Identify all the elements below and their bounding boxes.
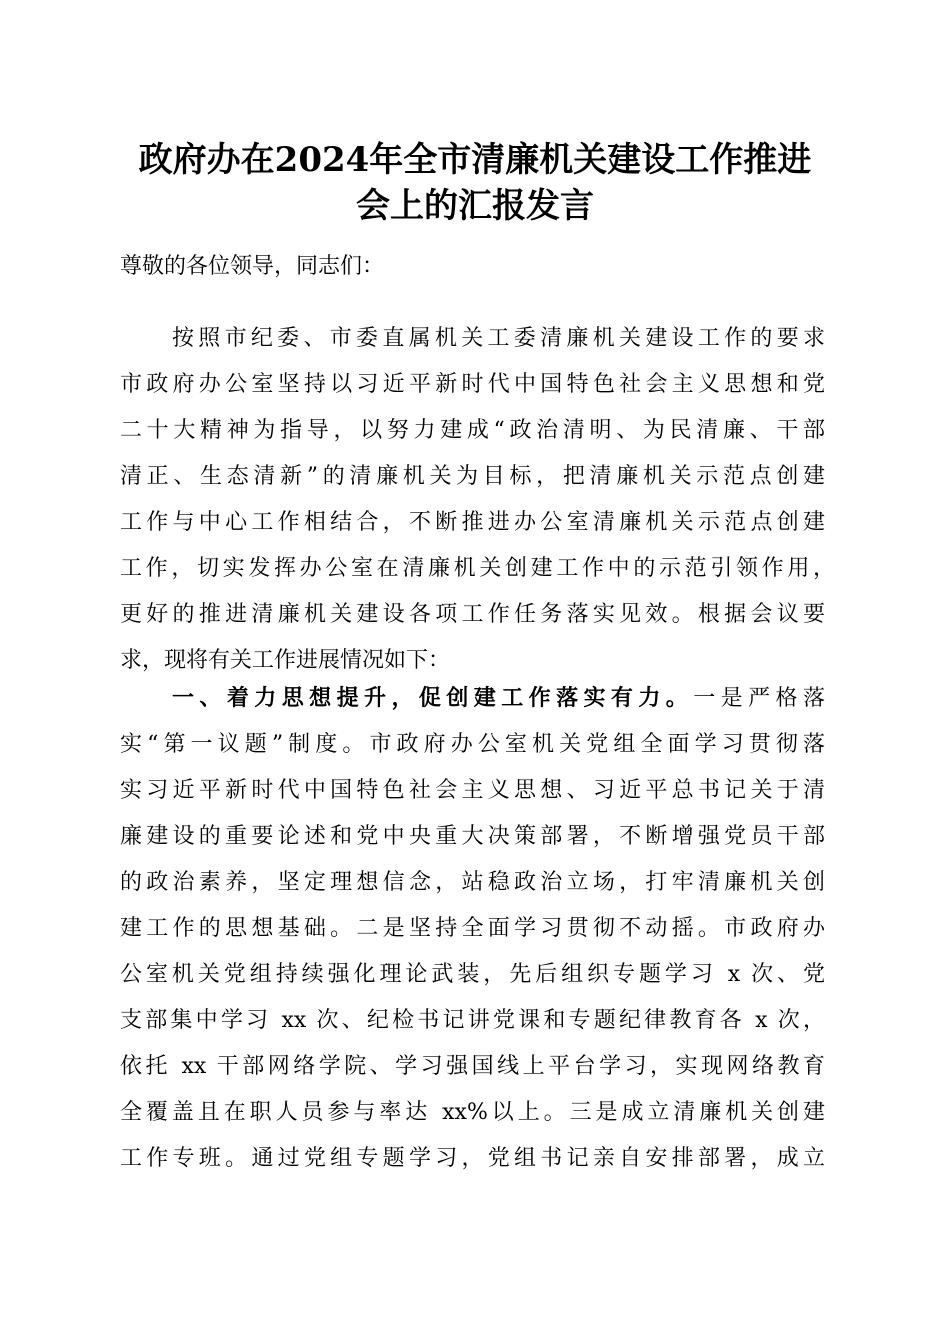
section-1-line: 的政治素养，坚定理想信念，站稳政治立场，打牢清廉机关创	[120, 870, 825, 895]
section-1-line: 廉建设的重要论述和党中央重大决策部署，不断增强党员干部	[120, 824, 825, 849]
section-1-first-line-tail: 一是严格落	[693, 686, 825, 711]
section-1-line: 全覆盖且在职人员参与率达 xx%以上。三是成立清廉机关创建	[120, 1100, 825, 1125]
section-1-line: 实“第一议题”制度。市政府办公室机关党组全面学习贯彻落	[120, 732, 825, 757]
paragraph-1-line: 求，现将有关工作进展情况如下：	[120, 648, 451, 673]
section-1-line: 建工作的思想基础。二是坚持全面学习贯彻不动摇。市政府办	[120, 916, 825, 941]
section-1-line: 支部集中学习 xx 次、纪检书记讲党课和专题纪律教育各 x 次，	[120, 1008, 825, 1033]
section-1-first-line	[172, 676, 825, 722]
section-1-heading: 一、着力思想提升，促创建工作落实有力。	[172, 686, 694, 711]
document-title-line-1: 政府办在2024年全市清廉机关建设工作推进	[138, 140, 812, 180]
paragraph-1-line: 工作，切实发挥办公室在清廉机关创建工作中的示范引领作用，	[120, 556, 835, 581]
section-1-line: 公室机关党组持续强化理论武装，先后组织专题学习 x 次、党	[120, 962, 825, 987]
paragraph-1-line: 按照市纪委、市委直属机关工委清廉机关建设工作的要求	[172, 326, 825, 351]
paragraph-1-line: 更好的推进清廉机关建设各项工作任务落实见效。根据会议要	[120, 602, 825, 627]
paragraph-1-line: 清正、生态清新”的清廉机关为目标，把清廉机关示范点创建	[120, 464, 825, 489]
section-1-line: 工作专班。通过党组专题学习，党组书记亲自安排部署，成立	[120, 1146, 825, 1171]
paragraph-1-line: 二十大精神为指导，以努力建成“政治清明、为民清廉、干部	[120, 418, 825, 443]
salutation: 尊敬的各位领导，同志们：	[120, 254, 385, 279]
paragraph-1-line: 工作与中心工作相结合，不断推进办公室清廉机关示范点创建	[120, 510, 825, 535]
document-title-line-2: 会上的汇报发言	[356, 186, 594, 226]
section-1-line: 依托 xx 干部网络学院、学习强国线上平台学习，实现网络教育	[120, 1054, 825, 1079]
paragraph-1-line: 市政府办公室坚持以习近平新时代中国特色社会主义思想和党	[120, 372, 825, 397]
section-1-line: 实习近平新时代中国特色社会主义思想、习近平总书记关于清	[120, 778, 825, 803]
